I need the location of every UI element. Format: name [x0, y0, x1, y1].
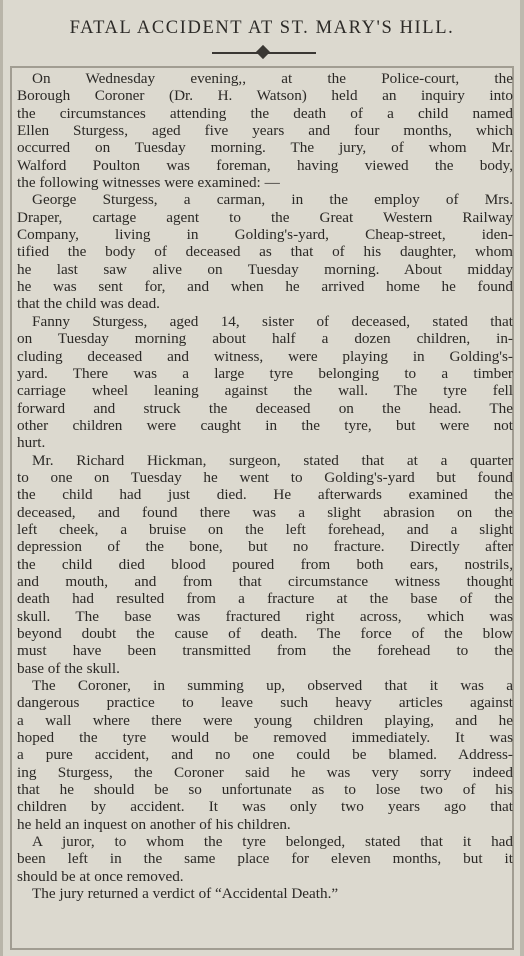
article-line: forward and struck the deceased on the head. The [17, 399, 513, 417]
page-edge-right [520, 0, 524, 956]
article-line: cluding deceased and witness, were playing in Golding's- [17, 347, 513, 365]
article-line: dangerous practice to leave such heavy articles against [17, 694, 513, 712]
article-line: depression of the bone, but no fracture. Directly after [17, 538, 513, 556]
article-line: on Tuesday morning about half a dozen children, in- [17, 330, 513, 348]
article-line: that he should be so unfortunate as to lose two of his [17, 781, 513, 799]
article-line: the circumstances attending the death of a child named [17, 104, 513, 122]
article-line: should be at once removed. [17, 867, 184, 885]
article-line: Mr. Richard Hickman, surgeon, stated that at a quarter [32, 451, 513, 469]
article-line: children by accident. It was only two years ago that [17, 798, 513, 816]
article-line: the child had just died. He afterwards examined the [17, 486, 513, 504]
article-line: occurred on Tuesday morning. The jury, of whom Mr. [17, 139, 513, 157]
article-line: been left in the same place for eleven months, but it [17, 850, 513, 868]
article-line: a wall where there were young children playing, and he [17, 711, 513, 729]
article-line: tified the body of deceased as that of his daughter, whom [17, 243, 513, 261]
article-line: he held an inquest on another of his children. [17, 815, 291, 833]
article-line: other children were caught in the tyre, but were not [17, 416, 513, 434]
article-line: George Sturgess, a carman, in the employ of Mrs. [32, 191, 513, 209]
article-line: and mouth, and from that circumstance witness thought [17, 572, 513, 590]
article-line: ing Sturgess, the Coroner said he was very sorry indeed [17, 763, 513, 781]
article-line: he was sent for, and when he arrived home he found [17, 278, 513, 296]
article-line: A juror, to whom the tyre belonged, stated that it had [32, 833, 513, 851]
article-line: base of the skull. [17, 659, 120, 677]
article-line: Company, living in Golding's-yard, Cheap-street, iden- [17, 226, 513, 244]
article-line: the child died blood poured from both ears, nostrils, [17, 555, 513, 573]
article-line: death had resulted from a fracture at the base of the [17, 590, 513, 608]
article-line: to one on Tuesday he went to Golding's-yard but found [17, 468, 513, 486]
article-line: he last saw alive on Tuesday morning. About midday [17, 260, 513, 278]
article-line: The jury returned a verdict of “Accidental Death.” [32, 885, 339, 903]
article-line: hoped the tyre would be removed immediately. It was [17, 729, 513, 747]
article-line: The Coroner, in summing up, observed that it was a [32, 677, 513, 695]
article-line: a pure accident, and no one could be blamed. Address- [17, 746, 513, 764]
article-line: Walford Poulton was foreman, having viewed the body, [17, 156, 513, 174]
article-line: that the child was dead. [17, 295, 160, 313]
article-line: yard. There was a large tyre belonging to a timber [17, 364, 513, 382]
page-edge-left [0, 0, 3, 956]
article-headline: FATAL ACCIDENT AT ST. MARY'S HILL. [69, 18, 455, 38]
article-line: skull. The base was fractured right across, which was [17, 607, 513, 625]
article-line: carriage wheel leaning against the wall. The tyre fell [17, 382, 513, 400]
article-line: deceased, and found there was a slight abrasion on the [17, 503, 513, 521]
article-line: Borough Coroner (Dr. H. Watson) held an inquiry into [17, 87, 513, 105]
article-line: the following witnesses were examined: — [17, 174, 280, 192]
article-line: must have been transmitted from the forehead to the [17, 642, 513, 660]
article-line: Draper, cartage agent to the Great Western Railway [17, 208, 513, 226]
article-body [17, 66, 513, 903]
article-line: beyond doubt the cause of death. The force of the blow [17, 625, 513, 642]
article-line: left cheek, a bruise on the left forehead, and a slight [17, 520, 513, 538]
article-line: Fanny Sturgess, aged 14, sister of deceased, stated that [32, 312, 513, 330]
headline-rule-ornament [256, 45, 270, 59]
article-line: Ellen Sturgess, aged five years and four months, which [17, 122, 513, 140]
article-line: hurt. [17, 434, 46, 452]
article-line: On Wednesday evening,, at the Police-court, the [32, 70, 513, 87]
